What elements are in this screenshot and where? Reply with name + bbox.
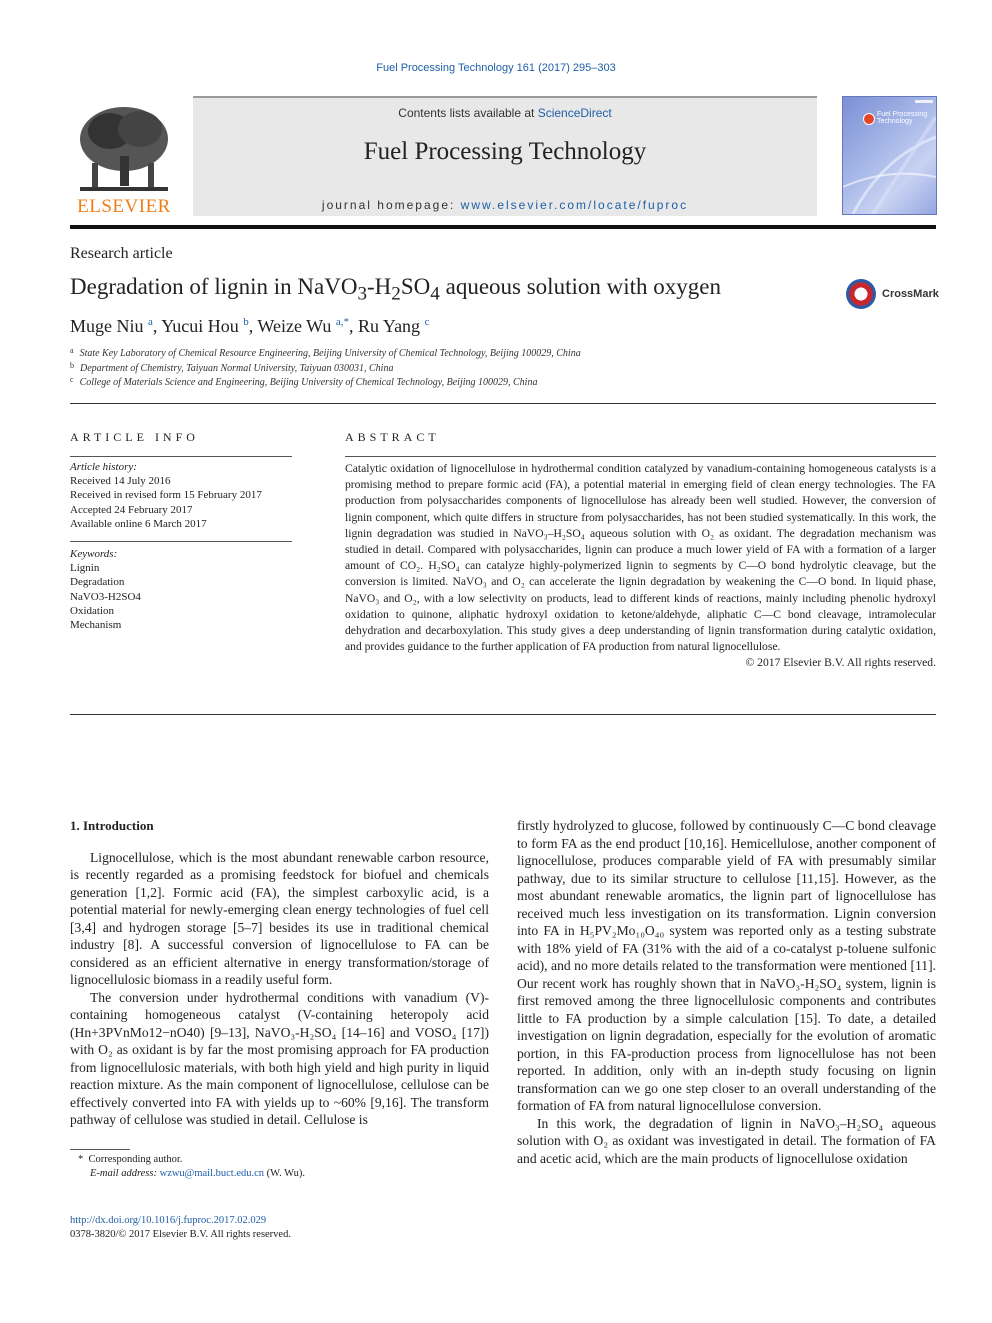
title-part: SO	[400, 274, 431, 299]
crossmark-label: CrossMark	[882, 288, 939, 300]
abstract-rule	[345, 456, 936, 457]
keywords	[70, 547, 141, 632]
title-subscript: 2	[391, 283, 401, 305]
cover-title: Fuel Processing Technology	[877, 111, 928, 125]
author-affil-marker[interactable]: c	[424, 316, 430, 328]
affiliation	[70, 363, 393, 374]
contents-line	[193, 106, 817, 120]
abstract-body	[345, 461, 936, 672]
affiliation	[70, 348, 581, 359]
footnote-rule	[70, 1149, 130, 1150]
journal-cover-thumbnail[interactable]	[842, 96, 937, 215]
affiliation-key: c	[70, 375, 74, 384]
body-column-left	[70, 817, 489, 1129]
cover-logo-icon	[863, 113, 875, 125]
info-rule	[70, 456, 292, 457]
affiliation-text: College of Materials Science and Engineering, Beijing University of Chemical Technology, Beijing 100029, China	[79, 377, 538, 388]
body-column-right	[517, 817, 936, 1167]
affiliation-text: State Key Laboratory of Chemical Resource Engineering, Beijing University of Chemical Technology, Beijing 100029, China	[79, 348, 581, 359]
body-paragraph: The conversion under hydrothermal conditions with vanadium (V)-containing homogeneous catalyst (V-containing heteropoly acid (Hn+3PVnMo12−nO40) [9–13], NaVO₃-H₂SO₄ [14–16] and VOSO₄ [17]) with O₂ as oxidant is by far the most promising approach for FA production from lignocellulosic materials, with both high yield and high purity in liquid reaction mixture. As the main component of lignocellulose, cellulose can be effectively converted into FA with yields up to ~60% [9,16]. The transform pathway of cellulose was studied in detail. Cellulose is	[70, 989, 489, 1127]
title-part: Degradation of lignin in NaVO	[70, 274, 358, 299]
history-revised: Received in revised form 15 February 2017	[70, 489, 262, 502]
keyword: Oxidation	[70, 604, 114, 617]
author-name[interactable]: Weize Wu	[257, 316, 332, 336]
history-accepted: Accepted 24 February 2017	[70, 503, 193, 516]
footnote-email	[90, 1168, 305, 1179]
sciencedirect-link[interactable]: ScienceDirect	[537, 106, 612, 120]
body-paragraph: Lignocellulose, which is the most abundant renewable carbon resource, is recently regarded as a promising feedstock for biofuel and chemicals generation [1,2]. Formic acid (FA), the simplest carboxylic acid, is a potential material for newly-emerging clean energy technologies of fuel cell [3,4] and hydrogen storage [5–7] besides its use in traditional chemical industry [8]. A successful conversion of lignocellulose to FA can be considered as an efficient alternative in energy transformation/storage of lignocellulosic biomass in a readily useful form.	[70, 849, 489, 987]
article-history	[70, 460, 262, 531]
keywords-rule	[70, 541, 292, 542]
footnote-mark: *	[78, 1154, 84, 1165]
abstract-end-rule	[70, 714, 936, 715]
homepage-link[interactable]: www.elsevier.com/locate/fuproc	[460, 198, 689, 212]
doi-link[interactable]: http://dx.doi.org/10.1016/j.fuproc.2017.02.029	[70, 1215, 267, 1226]
email-label: E-mail address:	[90, 1168, 160, 1179]
keyword: Degradation	[70, 576, 125, 589]
contents-prefix: Contents lists available at	[398, 106, 538, 120]
author-affil-marker[interactable]: b	[243, 316, 249, 328]
history-received: Received 14 July 2016	[70, 475, 171, 488]
title-part: -H	[367, 274, 392, 299]
affiliation-rule	[70, 403, 936, 404]
keywords-heading: Keywords:	[70, 548, 118, 560]
abstract-heading: ABSTRACT	[345, 430, 440, 444]
keyword: Mechanism	[70, 619, 122, 632]
journal-name: Fuel Processing Technology	[363, 138, 647, 165]
author-list: Muge Niu $^a$, Yucui Hou $^b$, Weize Wu $^{a,*}$, Ru Yang $^c$	[70, 316, 430, 336]
elsevier-wordmark: ELSEVIER	[77, 196, 171, 217]
author-name[interactable]: Ru Yang	[358, 316, 421, 336]
abstract-copyright: © 2017 Elsevier B.V. All rights reserved.	[745, 656, 936, 670]
article-title	[70, 274, 721, 306]
title-part: aqueous solution with oxygen	[439, 274, 721, 299]
homepage-prefix: journal homepage:	[321, 198, 461, 212]
email-suffix: (W. Wu).	[264, 1168, 306, 1179]
crossmark-badge[interactable]	[846, 279, 939, 313]
author-name[interactable]: Muge Niu	[70, 316, 144, 336]
issn-line: 0378-3820/© 2017 Elsevier B.V. All rights reserved.	[70, 1229, 291, 1240]
crossmark-icon	[846, 279, 876, 309]
author-affil-marker[interactable]: a,*	[335, 316, 350, 328]
header-rule	[70, 225, 936, 229]
email-link[interactable]: wzwu@mail.buct.edu.cn	[159, 1168, 265, 1179]
author-name[interactable]: Yucui Hou	[161, 316, 239, 336]
keyword: Lignin	[70, 562, 100, 575]
journal-homepage	[193, 198, 817, 212]
history-online: Available online 6 March 2017	[70, 517, 207, 530]
affiliation-key: b	[70, 361, 74, 370]
journal-banner	[193, 96, 817, 216]
author-affil-marker[interactable]: a	[148, 316, 153, 328]
title-subscript: 3	[357, 283, 368, 305]
article-info-heading: ARTICLE INFO	[70, 430, 199, 444]
affiliation-text: Department of Chemistry, Taiyuan Normal University, Taiyuan 030031, China	[80, 363, 394, 374]
footnote-text: Corresponding author.	[88, 1154, 183, 1165]
affiliation-key: a	[70, 346, 74, 355]
affiliation	[70, 377, 537, 388]
history-heading: Article history:	[70, 461, 137, 473]
keyword: NaVO3-H2SO4	[70, 590, 141, 603]
title-subscript: 4	[430, 283, 440, 305]
abstract-text: Catalytic oxidation of lignocellulose in hydrothermal condition catalyzed by vanadium-containing homogeneous catalysts is a promising method to prepare formic acid (FA), a potential material in emerging field of clean energy technologies. The FA production from polysaccharides components of lignocellulose has already been well studied. However, the conversion of lignin component, which quite differs in structure from polysaccharides, has not been studied systematically. In this work, the lignin degradation was studied in NaVO₃–H₂SO₄ aqueous solution with O₂ as oxidant. The degradation mechanism was studied in detail. Compared with polysaccharides, lignin can produce a much lower yield of FA with a formation of a larger amount of CO₂. H₂SO₄ can catalyze highly-polymerized lignin to segments by C—O bond hydrolytic cleavage, but the conversion is limited. NaVO₃ and O₂ can accelerate the lignin degradation by weakening the C—O bond. In liquid phase, NaVO₃ and O₂, with a low selectivity on products, lead to different kinds of reactions, mainly including phenolic hydroxyl oxidation to quinone, aliphatic hydroxyl oxidation to ketone/aldehyde, aliphatic C—C bond cleavage, intramolecular dehydration and decarboxylation. This study gives a deep understanding of lignin transformation during catalytic oxidation, and provides guidance to the further application of FA production from natural lignocellulose.	[345, 462, 936, 654]
footnote-corresponding	[78, 1154, 182, 1165]
journal-citation[interactable]: Fuel Processing Technology 161 (2017) 295–303	[376, 62, 616, 74]
body-paragraph: firstly hydrolyzed to glucose, followed by continuously C—C bond cleavage to form FA as the end product [10,16]. Hemicellulose, another component of lignocellulose, produces comparable yield of FA with presumably similar pathway, due to its similar structure to cellulose [11,15]. However, as the most abundant renewable aromatics, the lignin part of lignocellulose has received much less investigation on its transformation. Lignin conversion into FA in H₅PV₂Mo₁₀O₄₀ system was reported only as a testing substrate with 18% yield of FA (31% with the aid of a co-catalyst p-toluene sulfonic acid), and no more details related to the transformation were mentioned [11]. Our recent work has roughly shown that in NaVO₃-H₂SO₄ system, lignin is first removed among the three lignocellulosic components and contributes little to FA production by a simple calculation [15]. To date, a detailed investigation on lignin degradation, especially for the evolution of aromatic portion, in this FA-production process from lignocellulose has not been reported. In addition, only with an in-depth study focusing on lignin transformation can we go one step closer to an overall understanding of the formation of FA from natural lignocellulose conversion.	[517, 818, 936, 1113]
article-type: Research article	[70, 245, 173, 262]
body-paragraph: In this work, the degradation of lignin in NaVO₃–H₂SO₄ aqueous solution with O₂ as oxidant was investigated in detail. The formation of FA and acetic acid, which are the main products of lignocellulose oxidation	[517, 1115, 936, 1166]
section-heading: 1. Introduction	[70, 818, 154, 833]
